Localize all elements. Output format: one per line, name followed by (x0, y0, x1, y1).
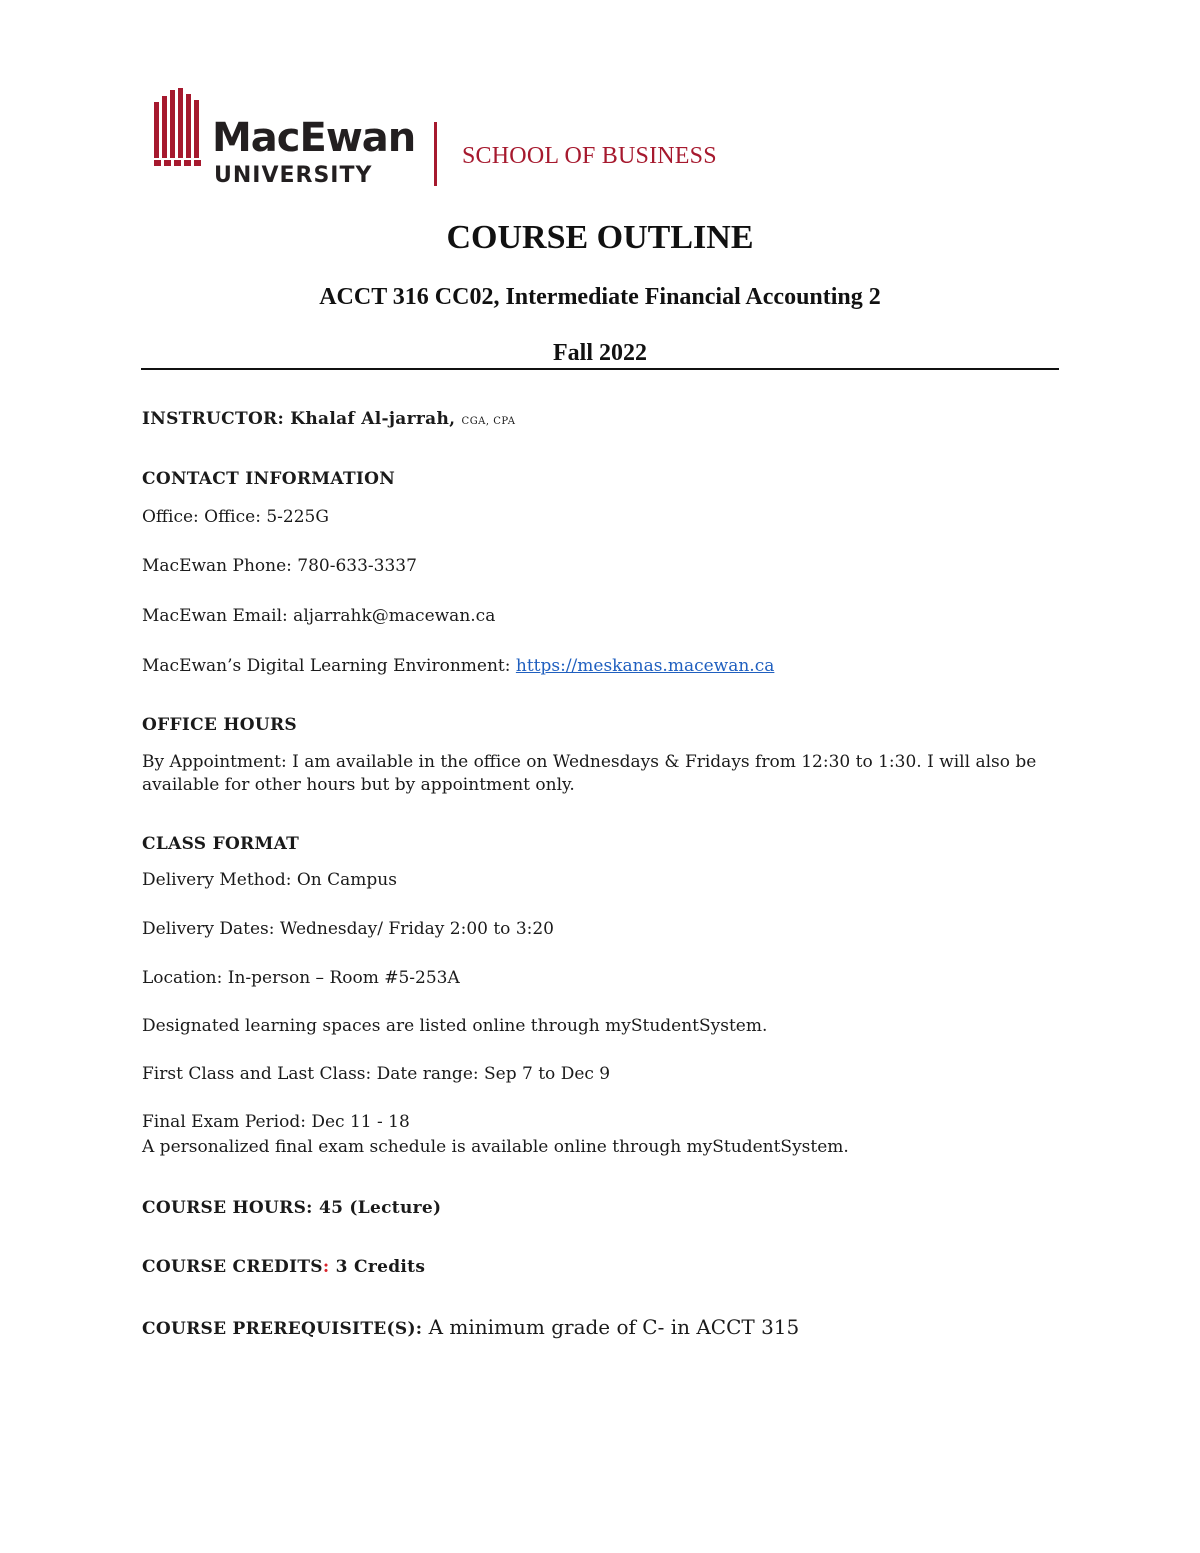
instructor-line (142, 408, 515, 433)
course-credits-colon: : (322, 1257, 330, 1277)
class-format-heading: CLASS FORMAT (142, 834, 300, 854)
course-hours-label: COURSE HOURS: (142, 1198, 319, 1218)
final-exam-period: Final Exam Period: Dec 11 - 18 (142, 1112, 410, 1132)
header-rule (141, 368, 1059, 370)
email-address: MacEwan Email: aljarrahk@macewan.ca (142, 606, 496, 626)
prerequisite-label: COURSE PREREQUISITE(S): (142, 1319, 429, 1339)
term: Fall 2022 (553, 340, 647, 366)
office-location: Office: Office: 5-225G (142, 507, 329, 527)
class-dates: First Class and Last Class: Date range: Sep 7 to Dec 9 (142, 1064, 611, 1084)
dle-link[interactable]: https://meskanas.macewan.ca (515, 656, 775, 676)
delivery-method: Delivery Method: On Campus (142, 870, 397, 890)
exam-schedule: A personalized final exam schedule is available online through myStudentSystem. (142, 1137, 849, 1157)
course-hours-value: 45 (Lecture) (318, 1198, 442, 1218)
prerequisite-value: A minimum grade of C- in ACCT 315 (428, 1315, 800, 1339)
school-name: SCHOOL OF BUSINESS (462, 143, 717, 169)
course-credits-label: COURSE CREDITS (142, 1257, 323, 1277)
course-credits-value: 3 Credits (329, 1257, 426, 1277)
instructor-name: Khalaf Al-jarrah, (290, 409, 462, 429)
office-hours-heading: OFFICE HOURS (142, 715, 298, 735)
location: Location: In-person – Room #5-253A (142, 968, 460, 988)
course-hours-line (142, 1197, 441, 1220)
prerequisite-line (142, 1316, 799, 1341)
dle-label: MacEwan’s Digital Learning Environment: (142, 656, 516, 676)
course-credits-line (142, 1256, 425, 1279)
contact-heading: CONTACT INFORMATION (142, 469, 396, 489)
instructor-label: INSTRUCTOR: (142, 409, 291, 429)
macewan-columns-icon (152, 88, 206, 170)
office-hours-text: By Appointment: I am available in the office on Wednesdays & Fridays from 12:30 to 1:30. I will also be available for other hours but by appointment only. (142, 752, 1037, 795)
delivery-dates: Delivery Dates: Wednesday/ Friday 2:00 to 3:20 (142, 919, 555, 939)
logo-divider (434, 122, 437, 186)
macewan-logo (152, 88, 752, 198)
instructor-credentials: CGA, CPA (461, 416, 516, 427)
dle-line (142, 655, 774, 678)
logo-subtitle: UNIVERSITY (214, 163, 373, 188)
phone-number: MacEwan Phone: 780-633-3337 (142, 556, 417, 576)
learning-spaces: Designated learning spaces are listed online through myStudentSystem. (142, 1016, 768, 1036)
logo-name: MacEwan (212, 115, 416, 161)
course-title: ACCT 316 CC02, Intermediate Financial Accounting 2 (319, 284, 881, 310)
page-title: COURSE OUTLINE (446, 219, 754, 256)
